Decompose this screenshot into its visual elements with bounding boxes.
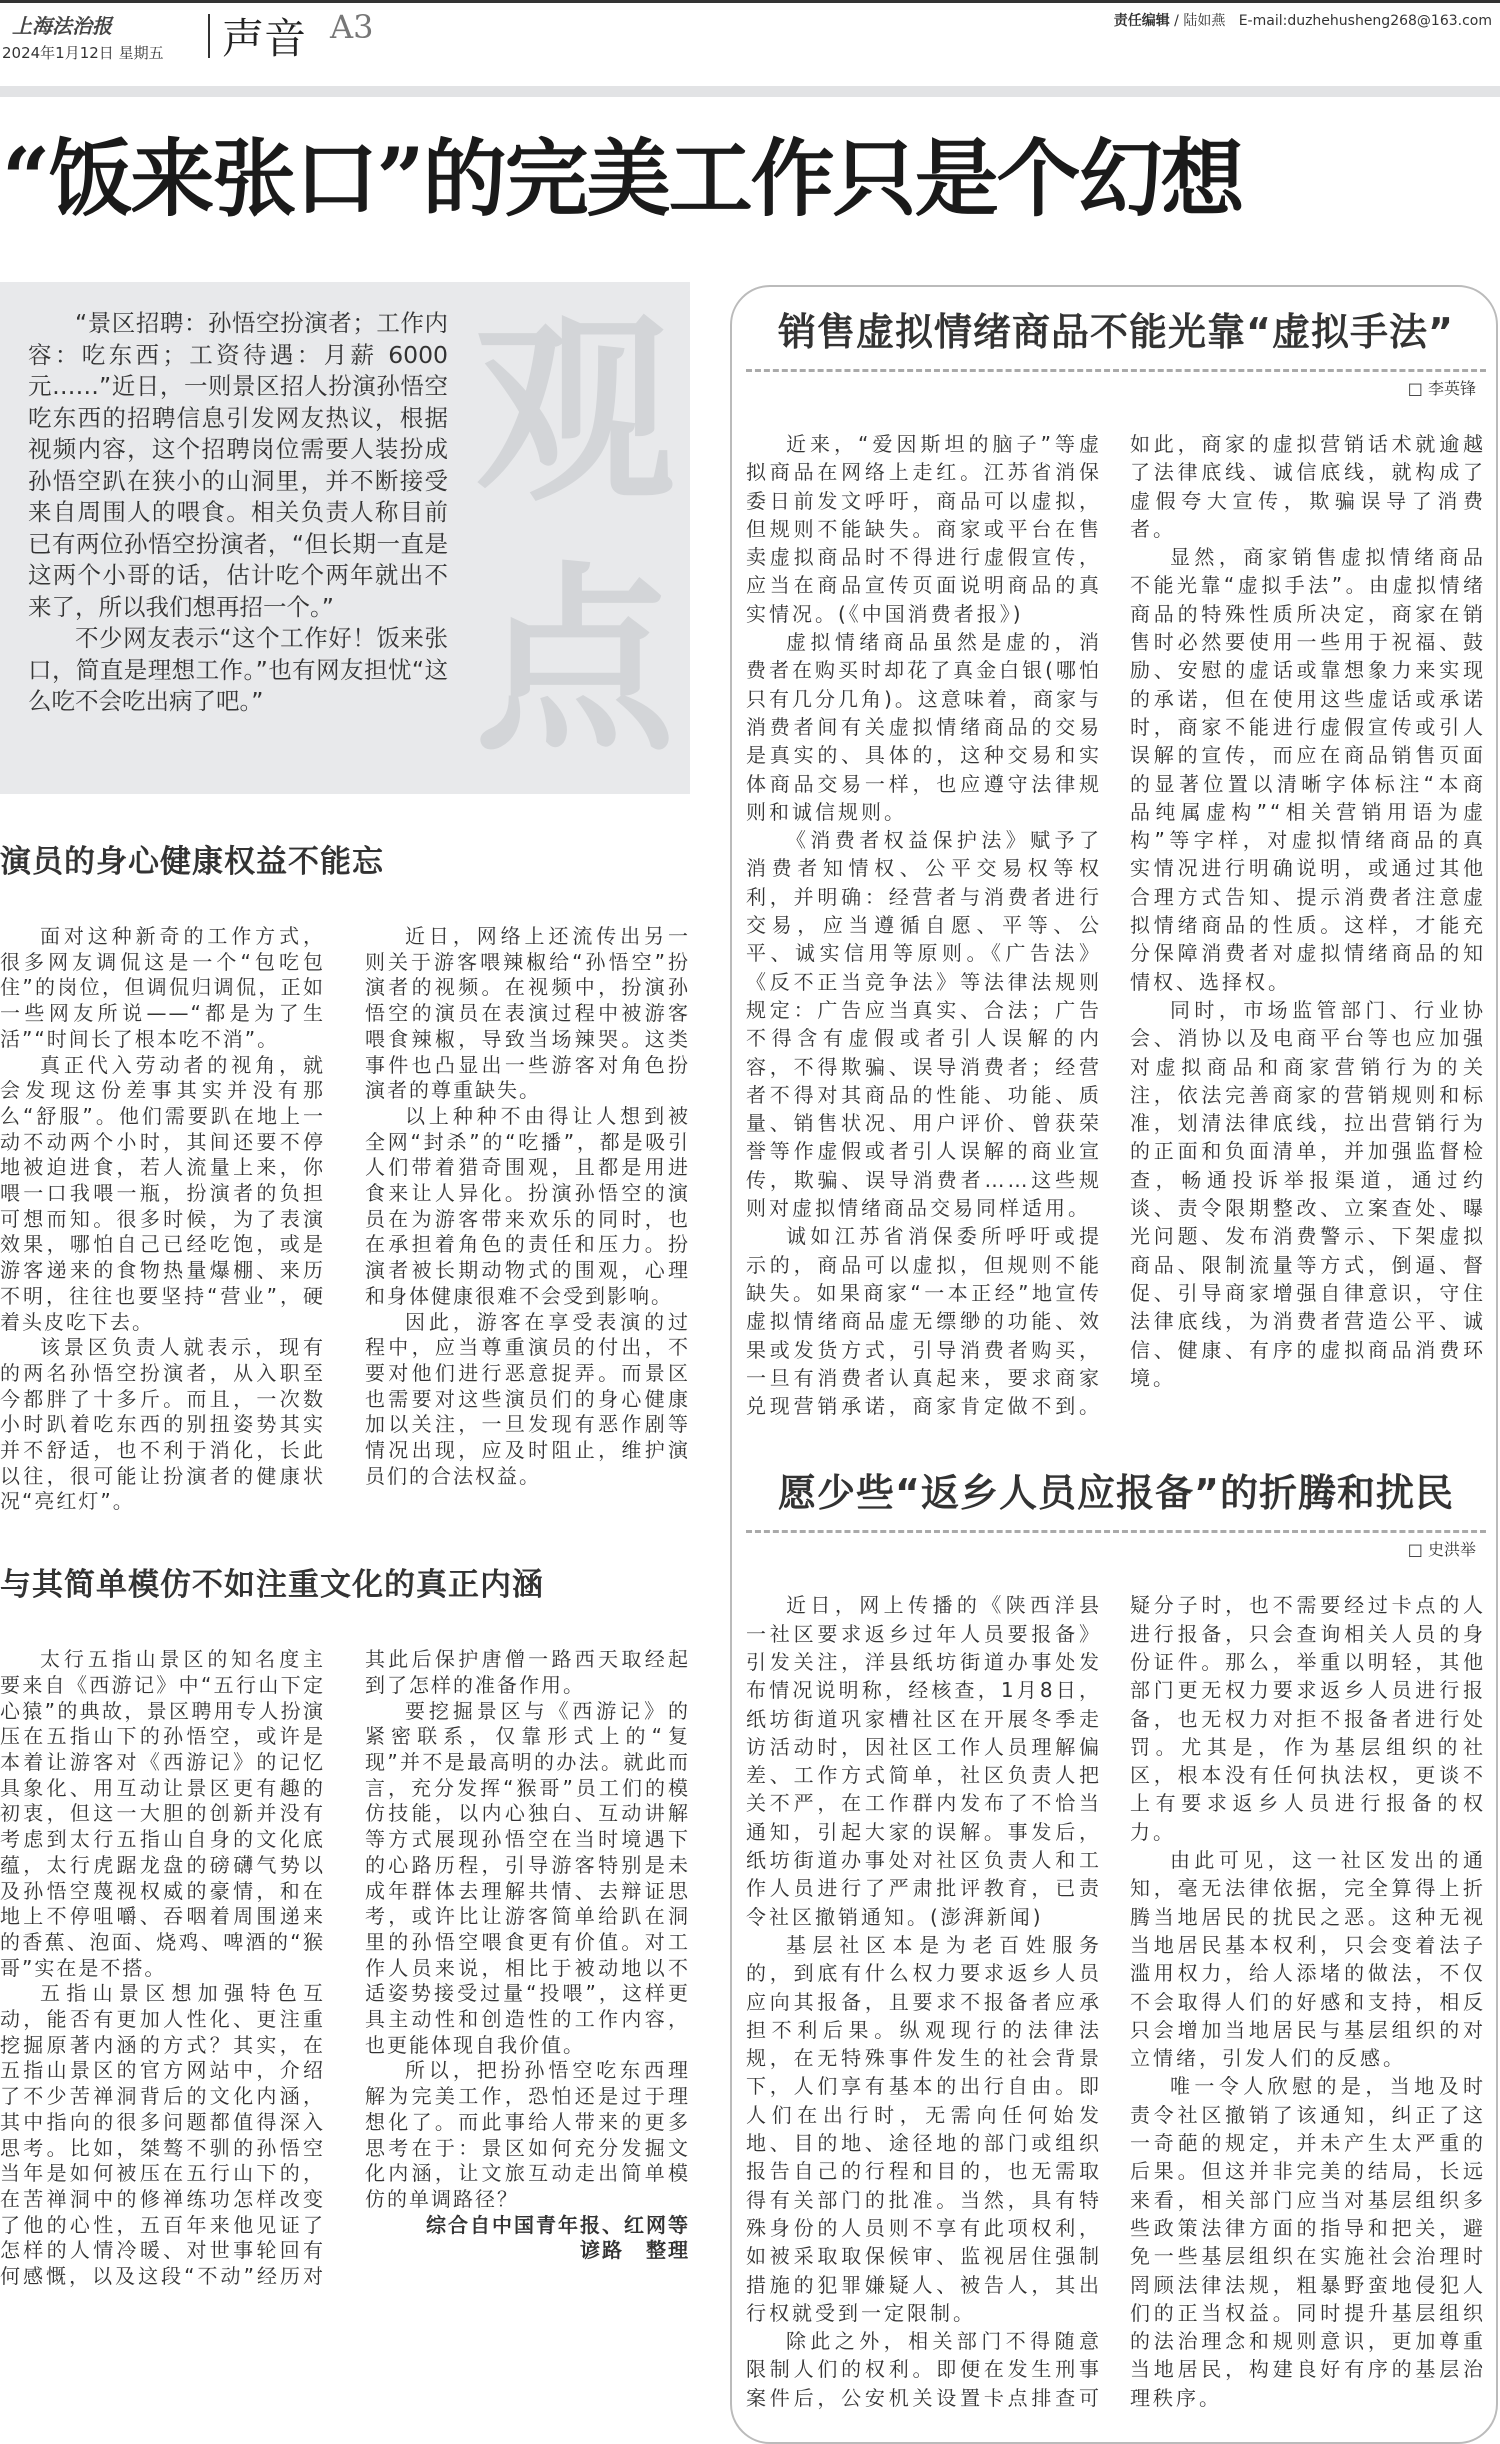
- article1-paragraph: 以上种种不由得让人想到被全网“封杀”的“吃播”，都是吸引人们带着猎奇围观，且都是用进食来让人异化。扮演孙悟空的演员在为游客带来欢乐的同时，也在承担着角色的责任和压力。扮演者被长期动物式的围观，心理和身体健康很难不会受到影响。: [365, 1103, 690, 1308]
- page-number: A3: [330, 8, 374, 46]
- intro-paragraph: “景区招聘：孙悟空扮演者；工作内容：吃东西；工资待遇：月薪 6000 元……”近日，一则景区招人扮演孙悟空吃东西的招聘信息引发网友热议，根据视频内容，这个招聘岗位需要人装扮成孙悟空趴在狭小的山洞里，并不断接受来自周围人的喂食。相关负责人称目前已有两位孙悟空扮演者，“但长期一直是这两个小哥的话，估计吃个两年就出不来了，所以我们想再招一个。”: [28, 309, 448, 621]
- watermark-dian: 点: [475, 544, 676, 779]
- article2-paragraph: 五指山景区想加强特色互动，能否有更加人性化、更注重挖掘原著内涵的方式？其实，在五指山景区的官方网站中，介绍了不少苦禅洞背后的文化内涵，其中指向的很多问题都值得深入思考。比如，桀骜不驯的孙悟空当年是如何被压在五行山下的，在苦禅洞中的修禅练功怎样改变了他的心性，五百年来他见证了怎样的人情冷暖、对世事轮回有何感慨，以及这段“不动”经历对其此后保护唐僧一路西天取经起到了怎样的准备作用。: [0, 1647, 690, 2289]
- issue-date: 2024年1月12日 星期五: [2, 44, 164, 62]
- section-name: 声音: [222, 14, 307, 63]
- article4-paragraph: 近日，网上传播的《陕西洋县一社区要求返乡过年人员要报备》引发关注，洋县纸坊街道办事处发布情况说明称，经核查，1月8日，纸坊街道巩家槽社区在开展冬季走访活动时，因社区工作人员理解偏差、工作方式简单，社区负责人把关不严，在工作群内发布了不恰当通知，引起大家的误解。事发后，纸坊街道办事处对社区负责人和工作人员进行了严肃批评教育，已责令社区撤销通知。(澎湃新闻): [746, 1593, 1102, 1929]
- article2-paragraph: 所以，把扮孙悟空吃东西理解为完美工作，恐怕还是过于理想化了。而此事给人带来的更多思考在于：景区如何充分发掘文化内涵，让文旅互动走出简单模仿的单调路径？: [365, 2058, 690, 2211]
- article2-paragraph: 要挖掘景区与《西游记》的紧密联系，仅靠形式上的“复现”并不是最高明的办法。就此而言，充分发挥“猴哥”员工们的模仿技能，以内心独白、互动讲解等方式展现孙悟空在当时境遇下的心路历程，引导游客特别是未成年群体去理解共情、去辩证思考，或许比让游客简单给趴在洞里的孙悟空喂食更有价值。对工作人员来说，相比于被动地以不适姿势接受过量“投喂”，这样更具主动性和创造性的工作内容，也更能体现自我价值。: [365, 1698, 690, 2057]
- article1-paragraph: 因此，游客在享受表演的过程中，应当尊重演员的付出，不要对他们进行恶意捉弄。而景区也需要对这些演员们的身心健康加以关注，一旦发现有恶作剧等情况出现，应及时阻止，维护演员们的合法权益。: [365, 1309, 690, 1488]
- editor-email: E-mail:duzhehusheng268@163.com: [1238, 13, 1492, 29]
- article3-byline: □ 李英锋: [1407, 379, 1476, 398]
- article1-title: 演员的身心健康权益不能忘: [0, 844, 384, 880]
- article2-compiler: 谚路 整理: [580, 2238, 690, 2263]
- article2-source: 综合自中国青年报、红网等: [426, 2212, 690, 2237]
- newspaper-masthead: 上海法治报: [12, 14, 112, 38]
- article1-paragraph: 该景区负责人就表示，现有的两名孙悟空扮演者，从入职至今都胖了十多斤。而且，一次数小时趴着吃东西的别扭姿势其实并不舒适，也不利于消化，长此以往，很可能让扮演者的健康状况“亮红灯”。: [0, 1335, 325, 1514]
- header-divider: [208, 14, 210, 58]
- article4-paragraph: 基层社区本是为老百姓服务的，到底有什么权力要求返乡人员应向其报备，且要求不报备者应承担不利后果。纵观现行的法律法规，在无特殊事件发生的社会背景下，人们享有基本的出行自由。即人们在出行时，无需向任何始发地、目的地、途径地的部门或组织报告自己的行程和目的，也无需取得有关部门的批准。当然，具有特殊身份的人员则不享有此项权利，如被采取取保候审、监视居住强制措施的犯罪嫌疑人、被告人，其出行权就受到一定限制。: [746, 1932, 1102, 2325]
- editor-name: / 陆如燕: [1174, 13, 1226, 29]
- article1-paragraph: 面对这种新奇的工作方式，很多网友调侃这是一个“包吃包住”的岗位，但调侃归调侃，正如一些网友所说——“都是为了生活”“时间长了根本吃不消”。: [0, 924, 325, 1051]
- article2-paragraph: 太行五指山景区的知名度主要来自《西游记》中“五行山下定心猿”的典故，景区聘用专人扮演压在五指山下的孙悟空，或许是本着让游客对《西游记》的记忆具象化、用互动让景区更有趣的初衷，但这一大胆的创新并没有考虑到太行五指山自身的文化底蕴，太行虎踞龙盘的磅礴气势以及孙悟空蔑视权威的豪情，和在地上不停咀嚼、吞咽着周围递来的香蕉、泡面、烧鸡、啤酒的“猴哥”实在是不搭。: [0, 1647, 325, 1980]
- article3-paragraph: 近来，“爱因斯坦的脑子”等虚拟商品在网络上走红。江苏省消保委日前发文呼吁，商品可以虚拟，但规则不能缺失。商家或平台在售卖虚拟商品时不得进行虚假宣传，应当在商品宣传页面说明商品的真实情况。(《中国消费者报》): [746, 432, 1102, 626]
- article4-body: [746, 1591, 1486, 2412]
- article1-body: [0, 924, 690, 1515]
- article-spacer: [746, 1420, 1482, 1470]
- article4-paragraph: 唯一令人欣慰的是，当地及时责令社区撤销了该通知，纠正了这一奇葩的规定，并未产生太严重的后果。但这并非完美的结局，长远来看，相关部门应当对基层组织多些政策法律方面的指导和把关，避免一些基层组织在实施社会治理时罔顾法律法规，粗暴野蛮地侵犯人们的正当权益。同时提升基层组织的法治理念和规则意识，更加尊重当地居民，构建良好有序的基层治理秩序。: [1130, 2074, 1486, 2410]
- editor-info: [1114, 10, 1492, 30]
- article4-title: 愿少些“返乡人员应报备”的折腾和扰民: [778, 1471, 1454, 1516]
- opinion-panel: [730, 285, 1498, 2444]
- left-articles: [0, 842, 690, 2340]
- article1-paragraph: 近日，网络上还流传出另一则关于游客喂辣椒给“孙悟空”扮演者的视频。在视频中，扮演孙悟空的演员在表演过程中被游客喂食辣椒，导致当场辣哭。这类事件也凸显出一些游客对角色扮演者的尊重缺失。: [365, 924, 690, 1103]
- article3-paragraph: 《消费者权益保护法》赋予了消费者知情权、公平交易权等权利，并明确：经营者与消费者进行交易，应当遵循自愿、平等、公平、诚实信用等原则。《广告法》《反不正当竞争法》等法律法规则规定：广告应当真实、合法；广告不得含有虚假或者引人误解的内容，不得欺骗、误导消费者；经营者不得对其商品的性能、功能、质量、销售状况、用户评价、曾获荣誉等作虚假或者引人误解的商业宣传，欺骗、误导消费者……这些规则对虚拟情绪商品交易同样适用。: [746, 828, 1102, 1221]
- editor-label: 责任编辑: [1113, 13, 1170, 29]
- page-headline: “饭来张口”的完美工作只是个幻想: [2, 129, 1243, 228]
- top-rule: [0, 0, 1500, 3]
- article3-body: [746, 430, 1486, 1420]
- article1-paragraph: 真正代入劳动者的视角，就会发现这份差事其实并没有那么“舒服”。他们需要趴在地上一动不动两个小时，其间还要不停地被迫进食，若人流量上来，你喂一口我喂一瓶，扮演者的负担可想而知。很多时候，为了表演效果，哪怕自己已经吃饱，或是游客递来的食物热量爆棚、来历不明，往往也要坚持“营业”，硬着头皮吃下去。: [0, 1052, 325, 1334]
- article4-paragraph: 由此可见，这一社区发出的通知，毫无法律依据，完全算得上折腾当地居民的扰民之恶。这种无视当地居民基本权利，只会变着法子滥用权力，给人添堵的做法，不仅不会取得人们的好感和支持，相反只会增加当地居民与基层组织的对立情绪，引发人们的反感。: [1130, 1848, 1486, 2071]
- intro-box: [0, 282, 690, 794]
- watermark-guan: 观: [475, 294, 676, 529]
- article2-body: [0, 1647, 690, 2290]
- title-divider: [746, 1530, 1486, 1533]
- title-divider: [746, 369, 1486, 372]
- article3-paragraph: 诚如江苏省消保委所呼吁或提示的，商品可以虚拟，但规则不能缺失。如果商家“一本正经”地宣传虚拟情绪商品虚无缥缈的功能、效果或发货方式，引导消费者购买，一旦有消费者认真起来，要求商家兑现营销承诺，商家肯定做不到。如此，商家的虚拟营销话术就逾越了法律底线、诚信底线，就构成了虚假夸大宣传，欺骗误导了消费者。: [746, 432, 1486, 1419]
- intro-paragraph: 不少网友表示“这个工作好！饭来张口，简直是理想工作。”也有网友担忧“这么吃不会吃出病了吧。”: [28, 624, 448, 715]
- header-band: [0, 86, 1500, 97]
- article4-byline: □ 史洪举: [1407, 1540, 1476, 1560]
- intro-text: [28, 308, 448, 718]
- article3-title: 销售虚拟情绪商品不能光靠“虚拟手法”: [778, 310, 1454, 354]
- article3-paragraph: 显然，商家销售虚拟情绪商品不能光靠“虚拟手法”。由虚拟情绪商品的特殊性质所决定，商家在销售时必然要使用一些用于祝福、鼓励、安慰的虚话或靠想象力来实现的承诺，但在使用这些虚话或承诺时，商家不能进行虚假宣传或引人误解的宣传，而应在商品销售页面的显著位置以清晰字体标注“本商品纯属虚构”“相关营销用语为虚构”等字样，对虚拟情绪商品的真实情况进行明确说明，或通过其他合理方式告知、提示消费者注意虚拟情绪商品的性质。这样，才能充分保障消费者对虚拟情绪商品的知情权、选择权。: [1130, 545, 1486, 994]
- article3-paragraph: 同时，市场监管部门、行业协会、消协以及电商平台等也应加强对虚拟商品和商家营销行为的关注，依法完善商家的营销规则和标准，划清法律底线，拉出营销行为的正面和负面清单，并加强监督检查，畅通投诉举报渠道，通过约谈、责令限期整改、立案查处、曝光问题、发布消费警示、下架虚拟商品、限制流量等方式，倒逼、督促、引导商家增强自律意识，守住法律底线，为消费者营造公平、诚信、健康、有序的虚拟商品消费环境。: [1130, 997, 1486, 1390]
- article2-title: 与其简单模仿不如注重文化的真正内涵: [0, 1567, 544, 1604]
- article3-paragraph: 虚拟情绪商品虽然是虚的，消费者在购买时却花了真金白银(哪怕只有几分几角)。这意味着，商家与消费者间有关虚拟情绪商品的交易是真实的、具体的，这种交易和实体商品交易一样，也应遵守法律规则和诚信规则。: [746, 630, 1102, 824]
- article4-paragraph: 除此之外，相关部门不得随意限制人们的权利。即便在发生刑事案件后，公安机关设置卡点排查可疑分子时，也不需要经过卡点的人进行报备，只会查询相关人员的身份证件。那么，举重以明轻，其他部门更无权力要求返乡人员进行报备，也无权力对拒不报备者进行处罚。尤其是，作为基层组织的社区，根本没有任何执法权，更谈不上有要求返乡人员进行报备的权力。: [746, 1593, 1486, 2410]
